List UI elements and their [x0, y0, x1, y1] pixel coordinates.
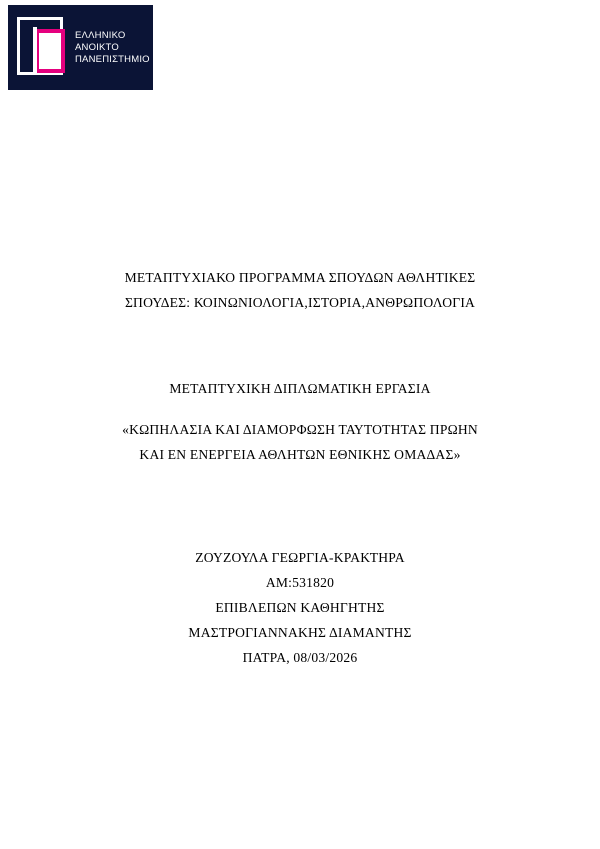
thesis-title: [0, 376, 600, 467]
program-line-1: ΜΕΤΑΠΤΥΧΙΑΚΟ ΠΡΟΓΡΑΜΜΑ ΣΠΟΥΔΩΝ ΑΘΛΗΤΙΚΕΣ: [124, 270, 476, 285]
supervisor-name: ΜΑΣΤΡΟΓΙΑΝΝΑΚΗΣ ΔΙΑΜΑΝΤΗΣ: [188, 625, 412, 640]
student-id: ΑΜ:531820: [265, 575, 335, 590]
place-date: ΠΑΤΡΑ, 08/03/2026: [242, 650, 358, 665]
thesis-line-1: «ΚΩΠΗΛΑΣΙΑ ΚΑΙ ΔΙΑΜΟΡΦΩΣΗ ΤΑΥΤΟΤΗΤΑΣ ΠΡΩΗΝ: [122, 422, 478, 437]
program-line-2: ΣΠΟΥΔΕΣ: ΚΟΙΝΩΝΙΟΛΟΓΙΑ,ΙΣΤΟΡΙΑ,ΑΝΘΡΩΠΟΛΟΓΙΑ: [124, 295, 476, 310]
author-details: [0, 545, 600, 670]
logo-line-1: ΕΛΛΗΝΙΚΟ: [75, 29, 126, 41]
supervisor-label: ΕΠΙΒΛΕΠΩΝ ΚΑΘΗΓΗΤΗΣ: [215, 600, 385, 615]
thesis-type: ΜΕΤΑΠΤΥΧΙΚΗ ΔΙΠΛΩΜΑΤΙΚΗ ΕΡΓΑΣΙΑ: [169, 381, 431, 396]
author-name: ΖΟΥΖΟΥΛΑ ΓΕΩΡΓΙΑ-ΚΡΑΚΤΗΡΑ: [195, 550, 405, 565]
logo-line-3: ΠΑΝΕΠΙΣΤΗΜΙΟ: [75, 53, 150, 65]
thesis-line-2: ΚΑΙ ΕΝ ΕΝΕΡΓΕΙΑ ΑΘΛΗΤΩΝ ΕΘΝΙΚΗΣ ΟΜΑΔΑΣ»: [139, 447, 461, 462]
logo-line-2: ΑΝΟΙΚΤΟ: [75, 41, 119, 53]
program-title: [0, 265, 600, 315]
